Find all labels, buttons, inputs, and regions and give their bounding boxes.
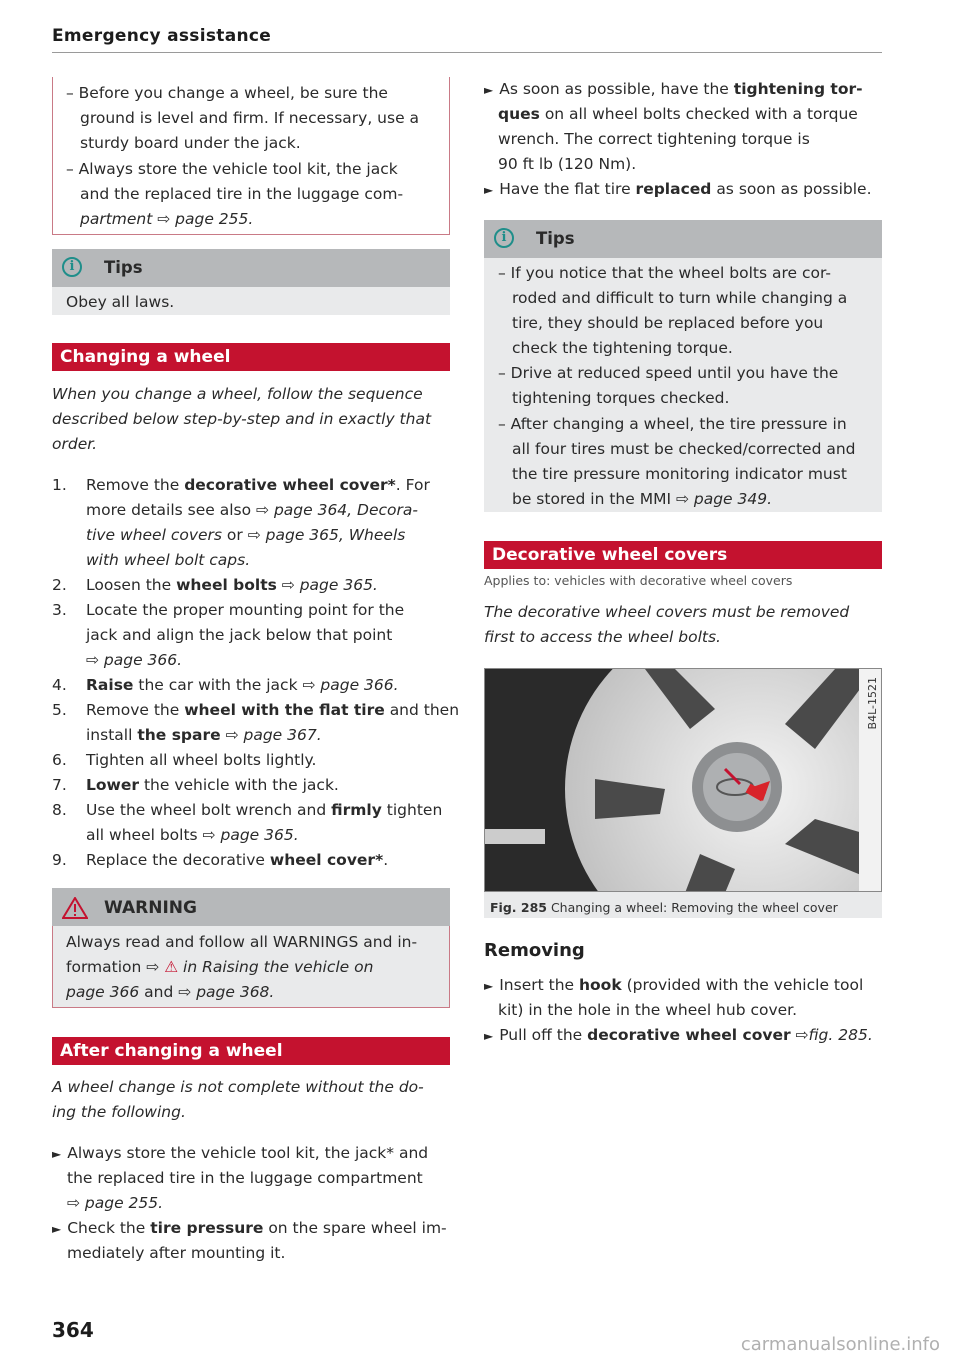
bullet-item: kit) in the hole in the wheel hub cover.: [498, 1001, 798, 1019]
header-rule: [52, 52, 882, 53]
step-text: Tighten all wheel bolts lightly.: [86, 751, 317, 769]
tips-text: check the tightening torque.: [512, 339, 733, 357]
step-number: 1.: [52, 476, 67, 494]
figure-tag: B4L-1521: [859, 669, 881, 892]
warning-cont-line: ground is level and firm. If necessary, use a: [80, 109, 420, 127]
subheading-removing: Removing: [484, 940, 585, 961]
intro-line: The decorative wheel covers must be removed: [484, 603, 850, 621]
bullet-item: 90 ft lb (120 Nm).: [498, 155, 637, 173]
bullet-item: the replaced tire in the luggage compartment: [67, 1169, 423, 1187]
step-text: with wheel bolt caps.: [86, 551, 251, 569]
step-text: jack and align the jack below that point: [86, 626, 393, 644]
warning-text: formation ⇨ ⚠ in Raising the vehicle on: [66, 958, 374, 976]
intro-line: When you change a wheel, follow the sequence: [52, 385, 423, 403]
intro-line: ing the following.: [52, 1103, 186, 1121]
tips-text: be stored in the MMI ⇨ page 349.: [512, 490, 773, 508]
step-text: all wheel bolts ⇨ page 365.: [86, 826, 299, 844]
step-text: more details see also ⇨ page 364, Decora-: [86, 501, 418, 519]
step-number: 6.: [52, 751, 67, 769]
bullet-item: mediately after mounting it.: [67, 1244, 286, 1262]
heading-after-changing: After changing a wheel: [52, 1037, 450, 1065]
section-title: Emergency assistance: [52, 26, 272, 46]
info-icon: i: [62, 257, 82, 277]
warning-small-icon: ⚠: [164, 958, 179, 976]
intro-line: A wheel change is not complete without the do-: [52, 1078, 424, 1096]
warning-triangle-icon: [62, 897, 88, 919]
figure-wheel-cover: [484, 668, 882, 892]
intro-line: order.: [52, 435, 98, 453]
intro-line: described below step-by-step and in exactly that: [52, 410, 432, 428]
warning-label: WARNING: [104, 898, 197, 918]
step-number: 5.: [52, 701, 67, 719]
intro-line: first to access the wheel bolts.: [484, 628, 721, 646]
step-number: 4.: [52, 676, 67, 694]
tips-text: – After changing a wheel, the tire pressure in: [498, 415, 847, 433]
warning-cont-line: – Before you change a wheel, be sure the: [66, 84, 388, 102]
step-number: 3.: [52, 601, 67, 619]
warning-cont-line: partment ⇨ page 255.: [80, 210, 254, 228]
heading-decorative-covers: Decorative wheel covers: [484, 541, 882, 569]
step-text: Loosen the wheel bolts ⇨ page 365.: [86, 576, 378, 594]
warning-cont-line: and the replaced tire in the luggage com-: [80, 185, 404, 203]
warning-cont-line: sturdy board under the jack.: [80, 134, 301, 152]
bullet-item: ► As soon as possible, have the tightening tor-: [484, 80, 863, 98]
tips-text: all four tires must be checked/corrected and: [512, 440, 856, 458]
step-text: ⇨ page 366.: [86, 651, 183, 669]
bullet-item: ⇨ page 255.: [67, 1194, 164, 1212]
step-text: Remove the wheel with the flat tire and then: [86, 701, 460, 719]
figure-caption: Fig. 285 Changing a wheel: Removing the wheel cover: [490, 900, 838, 915]
bullet-item: ► Always store the vehicle tool kit, the jack* and: [52, 1144, 429, 1162]
tips-label: Tips: [536, 229, 575, 248]
step-text: install the spare ⇨ page 367.: [86, 726, 322, 744]
tips-text: – If you notice that the wheel bolts are cor-: [498, 264, 831, 282]
page-number: 364: [52, 1318, 94, 1342]
tips-label: Tips: [104, 258, 143, 277]
step-number: 2.: [52, 576, 67, 594]
step-number: 8.: [52, 801, 67, 819]
step-text: Raise the car with the jack ⇨ page 366.: [86, 676, 399, 694]
step-text: Locate the proper mounting point for the: [86, 601, 405, 619]
step-text: Remove the decorative wheel cover*. For: [86, 476, 430, 494]
tips-text: the tire pressure monitoring indicator must: [512, 465, 847, 483]
tips-header: [484, 220, 882, 258]
tips-text: tightening torques checked.: [512, 389, 730, 407]
wheel-illustration: [485, 669, 882, 892]
warning-cont-line: – Always store the vehicle tool kit, the jack: [66, 160, 398, 178]
applies-to: Applies to: vehicles with decorative wheel covers: [484, 573, 793, 588]
warning-text: Always read and follow all WARNINGS and in-: [66, 933, 418, 951]
bullet-item: ► Check the tire pressure on the spare wheel im-: [52, 1219, 447, 1237]
bullet-item: ► Insert the hook (provided with the vehicle tool: [484, 976, 864, 994]
bullet-item: ► Have the flat tire replaced as soon as possible.: [484, 180, 872, 198]
step-number: 9.: [52, 851, 67, 869]
heading-changing-wheel: Changing a wheel: [52, 343, 450, 371]
bullet-item: wrench. The correct tightening torque is: [498, 130, 810, 148]
bullet-item: ques on all wheel bolts checked with a torque: [498, 105, 858, 123]
warning-text: page 366 and ⇨ page 368.: [66, 983, 275, 1001]
tips-text: Obey all laws.: [66, 293, 175, 311]
info-icon: i: [494, 228, 514, 248]
step-number: 7.: [52, 776, 67, 794]
bullet-item: ► Pull off the decorative wheel cover ⇨fig. 285.: [484, 1026, 873, 1044]
tips-text: tire, they should be replaced before you: [512, 314, 824, 332]
watermark: carmanualsonline.info: [740, 1334, 940, 1355]
tips-text: roded and difficult to turn while changing a: [512, 289, 848, 307]
step-text: Use the wheel bolt wrench and firmly tighten: [86, 801, 443, 819]
step-text: tive wheel covers or ⇨ page 365, Wheels: [86, 526, 406, 544]
step-text: Lower the vehicle with the jack.: [86, 776, 339, 794]
step-text: Replace the decorative wheel cover*.: [86, 851, 389, 869]
warning-header: [52, 888, 450, 926]
tips-text: – Drive at reduced speed until you have the: [498, 364, 839, 382]
tips-header: [52, 249, 450, 287]
